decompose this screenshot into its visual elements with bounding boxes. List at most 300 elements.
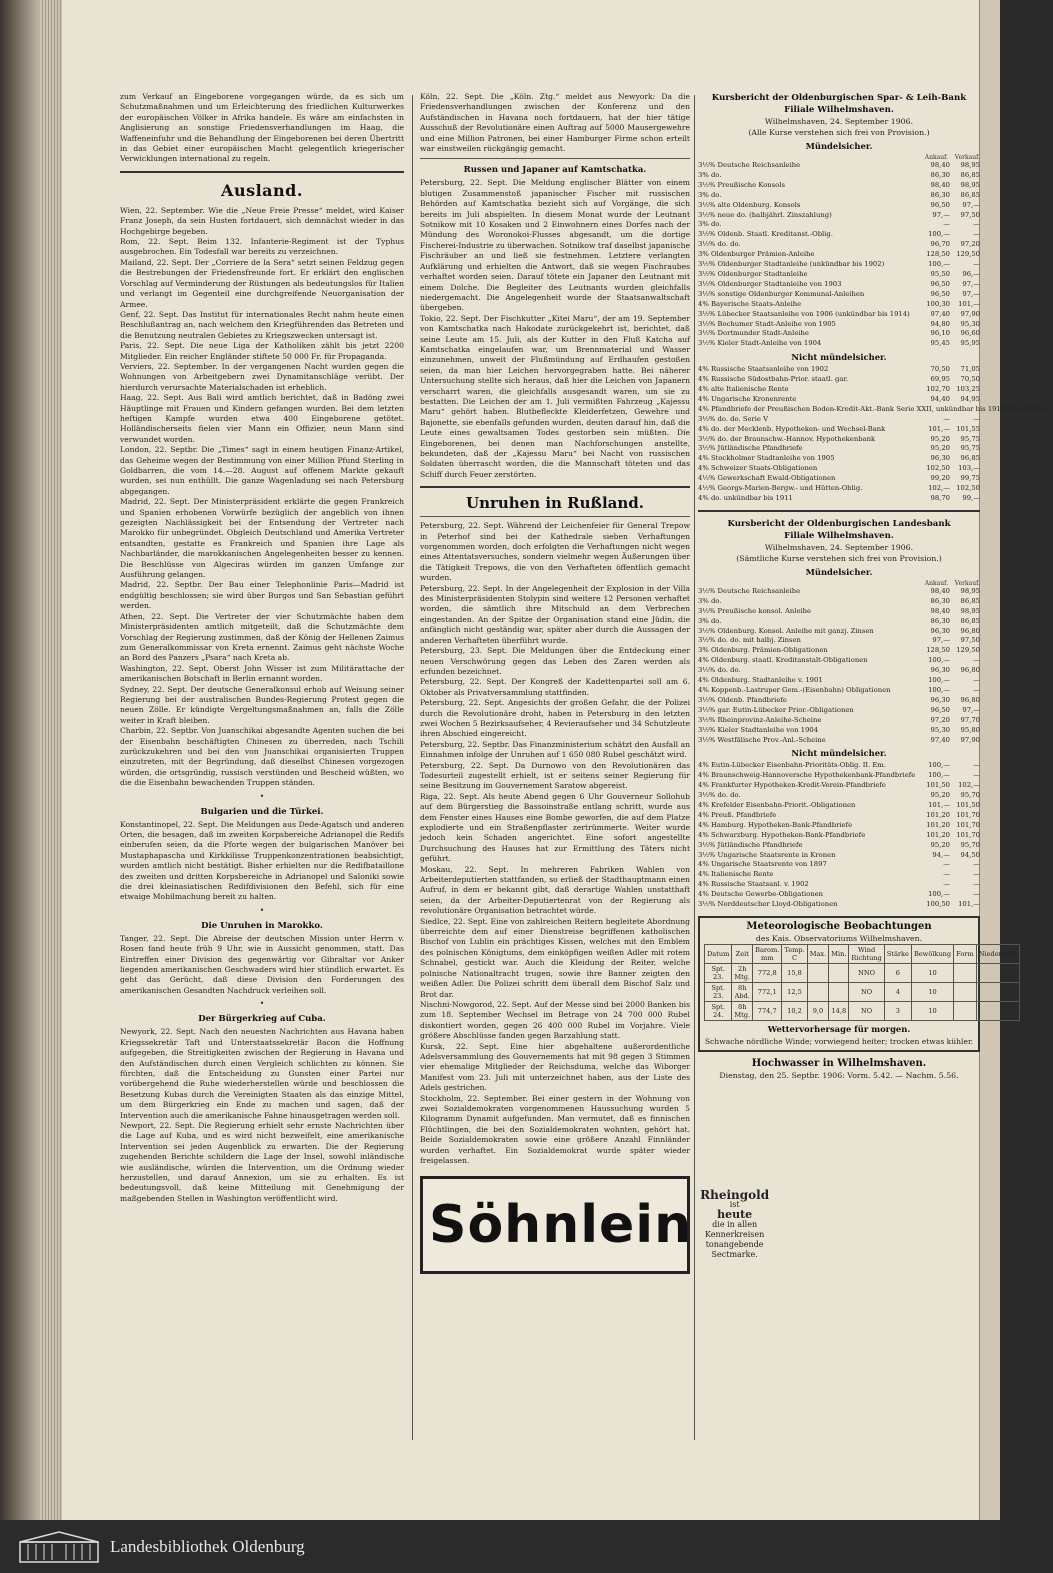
rate-value: 103,25 [956,385,980,394]
rate-name: 3½% Kieler Stadt-Anleihe von 1904 [698,339,822,348]
rate-name: 3½% Oldenburg. Konsol. Anleihe mit ganzj. Zinsen [698,626,874,635]
column-1 [120,92,404,1523]
rate-value: 96,80 [960,626,980,635]
weather-cell [954,1002,977,1021]
rate-row [698,435,980,445]
rate-row [698,339,980,349]
rate-value: 86,85 [960,616,980,625]
rate-row [698,230,980,240]
rate-value: — [973,870,980,879]
rate-value: 96,50 [930,279,950,288]
rate-value: 96,30 [930,695,950,704]
weather-cell [976,964,1020,983]
rate-value: 102,— [958,781,980,790]
rate-value: 96,50 [930,289,950,298]
rate-name: 3½% do. do. [698,791,741,800]
rate-row [698,290,980,300]
weather-cell: 10,2 [782,1002,807,1021]
rate-name: 4% Pfandbriefe der Preußischen Boden-Kredit-Akt.-Bank Serie XXII, unkündbar bis 1915 [698,404,1006,413]
rate-value: 95,45 [930,339,950,348]
paragraph: zum Verkauf an Eingeborene vorgegangen würde, da es sich um Schutzmaßnahmen und um Erleichterung des friedlichen Kulturwerkes der europäischen Völker in Afrika handele. Es wäre am einfachsten in Anglisierung an sonstige Friedensverhandlungen im Haag, die Waffeneinfuhr und die Behandlung der Eingeborenen bei deren Übertritt in das Gebiet einer europäischen Macht gelegentlich kriegerischer Verwicklungen international zu regeln. [120,92,404,164]
rate-value: — [973,685,980,694]
rate-name: 3% Oldenburger Prämien-Anleihe [698,250,815,259]
dot-separator: • [259,791,265,801]
rate-value: 101,20 [926,810,950,819]
rate-value: 100,— [928,260,950,269]
rate-name: 3% do. [698,170,722,179]
rate-value: — [973,220,980,229]
rate-name: 3½% Lübecker Staatsanleihe von 1906 (unkündbar bis 1914) [698,309,910,318]
rate-value: 98,40 [930,606,950,615]
rate-value: 95,50 [930,269,950,278]
rate-value: — [973,260,980,269]
weather-cell: 3 [884,1002,911,1021]
rate-value: 97,20 [960,240,980,249]
rate-value: — [943,220,950,229]
rate-name: 4% Russische Südostbahn-Prior. staatl. gar. [698,375,849,384]
rate-row [698,375,980,385]
dot-separator: • [259,999,265,1009]
rate-value: 98,70 [930,494,950,502]
paragraph: Newport, 22. Sept. Die Regierung erhielt sehr ernste Nachrichten über die Lage auf Kuba, und es wird nicht bezweifelt, eine amerikanische Intervention sei jeden Augenblick zu erwarten. Die der Regierung zugehenden Berichte schildern die Lage der Insel, sowohl inländische wie ausländische, würden die Intervention, um die Ordnung wieder herzustellen, und darauf Annexion, um sie zu erhalten. Es ist bedeutungsvoll, daß keine Mitteilung mit Genehmigung der maßgebenden Stellen in Washington veröffentlicht wird. [120,1120,404,1203]
weather-cell [807,964,829,983]
rate-value: — [973,771,980,780]
rate-value: 101,95 [1028,404,1053,413]
weather-cell: Spt. 23. [705,983,732,1002]
rate-name: 4% Bayerische Staats-Anleihe [698,299,802,308]
rate-name: 3½% neue do. (halbjährl. Zinszahlung) [698,210,832,219]
rate-row [698,686,980,696]
rate-name: 3½% do. der Braunschw.-Hannov. Hypothekenbank [698,434,876,443]
rate-value: 101,— [928,424,950,433]
rate-value: 96,80 [960,695,980,704]
rate-value: 97,40 [930,309,950,318]
rate-name: 3½% Oldenburger Stadtanleihe [698,269,808,278]
paragraph: Moskau, 22. Sept. In mehreren Fabriken Wahlen von Arbeiterdeputierten stattfanden, so erließ der Stadthauptmann einen Aufruf, in dem er bekannt gibt, daß derartige Wahlen unstatthaft seien, da der Arbeiter-Deputiertenrat von der Regierung als revolutionäre Organisation betrachtet würde. [420,864,690,916]
rate-value: 97,— [962,289,980,298]
weather-cell: Spt. 24. [705,1002,732,1021]
weather-cell: 774,7 [753,1002,782,1021]
rate-row [698,415,980,425]
rate-value: 86,85 [960,596,980,605]
rate-value: 101,— [928,801,950,810]
rate-name: 4% Russische Staatsanl. v. 1902 [698,880,809,889]
rate-value: 94,95 [960,394,980,403]
rate-row [698,900,980,910]
rate-value: — [973,414,980,423]
rate-value: 101,20 [926,830,950,839]
rate-name: 3½% Deutsche Reichsanleihe [698,586,801,595]
rate-row [698,781,980,791]
rate-value: 128,50 [926,250,950,259]
rate-row [698,851,980,861]
rate-value: — [973,860,980,869]
rate-name: 4% Russische Staatsanleihe von 1902 [698,365,829,374]
weather-header-cell: Form [954,945,977,964]
rate-value: 102,50 [926,464,950,473]
rate-row [698,841,980,851]
paragraph: Petersburg, 23. Sept. Die Meldungen über die Entdeckung einer neuen Verschwörung gegen das Leben des Zaren werden als erfunden bezeichnet. [420,646,690,676]
rate-row [698,240,980,250]
rate-name: 4% Oldenburg. staatl. Kreditanstalt-Obligationen [698,656,868,665]
kursbericht-title: Kursbericht der Oldenburgischen Spar- & Leih-Bank [711,93,967,103]
rate-value: 101,50 [926,781,950,790]
rate-value: 86,85 [960,190,980,199]
rate-name: 3½% Oldenb. Pfandbriefe [698,695,787,704]
section-heading-ausland: Ausland. [221,180,303,200]
weather-header-cell: Temp. C [782,945,807,964]
weather-cell: 14,8 [829,1002,849,1021]
rate-row [698,676,980,686]
weather-header-cell: Datum [705,945,732,964]
section-divider [420,158,690,159]
rate-value: 97,— [932,210,950,219]
weather-table [704,944,1020,1021]
rate-row [698,771,980,781]
rate-name: 3½% sonstige Oldenburger Kommunal-Anleihen [698,289,865,298]
weather-cell: 10 [911,983,953,1002]
rate-value: 98,95 [960,161,980,169]
rate-value: — [943,880,950,889]
rate-row [698,201,980,211]
rate-row [698,395,980,405]
paragraph: Paris, 22. Sept. Die neue Liga der Katholiken zählt bis jetzt 2200 Mitglieder. Ein reicher Engländer stiftete 50 000 Fr. für Propaganda. [120,341,404,361]
rate-value: 86,85 [960,170,980,179]
rate-value: 98,40 [930,180,950,189]
paragraph: Köln, 22. Sept. Die „Köln. Ztg.“ meldet aus Newyork: Da die Friedensverhandlungen zwischen der Konferenz und den Aufständischen in Havana noch fortdauern, hat der hier tätige Ausschuß der Revolutionäre einen Auftrag auf 5000 Mausergewehre und eine Million Patronen, bei einer Hamburger Firme schon erteilt war einstweilen rückgängig gemacht. [420,92,690,154]
rate-value: 102,50 [956,484,980,493]
paragraph: Wien, 22. September. Wie die „Neue Freie Presse“ meldet, wird Kaiser Franz Joseph, da sein Husten fortdauert, sich demnächst wieder in das Hochgebirge begeben. [120,205,404,236]
rate-name: 3½% Oldenburger Stadtanleihe (unkündbar bis 1902) [698,260,885,269]
rate-list [698,161,980,349]
weather-cell: 8h Abd. [732,983,753,1002]
rate-row [698,646,980,656]
rate-value: 96,70 [930,240,950,249]
paragraph: Mailand, 22. Sept. Der „Corriere de la Sera“ setzt seinen Feldzug gegen die Bestrebungen der Friedensfreunde fort. Er erklärt den englischen Vorschlag auf Verminderung der Rüstungen als bedeutungslos für Italien und verlangt im Gegenteil eine durchgreifende Neuorganisation der Armee. [120,257,404,309]
rate-value: 129,50 [956,250,980,259]
weather-cell [954,983,977,1002]
paragraph: Newyork, 22. Sept. Nach den neuesten Nachrichten aus Havana haben Kriegssekretär Taft und Unterstaatssekretär Bacon die Hoffnung aufgegeben, die Streitigkeiten zwischen der Regierung in Havana und den Aufständischen durch einen Vergleich schlichten zu können. Sie fürchten, daß die Entscheidung zu Gunsten einer Partei nur vorübergehend die Ruhe wiederherstellen würde und beschlossen die Besetzung Kubas durch die Vereinigten Staaten als das einzige Mittel, um dem Bürgerkrieg ein Ende zu machen und sagen, daß der Intervention auch die amerikanische Fahne hinausgetragen werden soll. [120,1027,404,1120]
paragraph: London, 22. Septbr. Die „Times“ sagt in einem heutigen Finanz-Artikel, das Geheime wegen der Bestimmung von einer Million Pfund Sterling in Goldbarren, die vom 14.—28. August auf offenem Markte gekauft wurden, sei nun enthüllt. Die ganze Wagenladung sei nach Petersburg abgegangen. [120,445,404,496]
rate-row [698,181,980,191]
rate-value: 100,— [928,676,950,685]
paragraph: Tokio, 22. Sept. Der Fischkutter „Kitei Maru“, der am 19. September von Kamtschatka nach Hakodate zurückgekehrt ist, berichtet, daß seine Leute am 15. Juli, als der Kutter in den Fluß Katcha auf Kamtschatka eingelaufen war, um Brennmaterial und Wasser einzunehmen, unweit der Flußmündung auf Erdhaufen gestoßen seien, da man hier Leichen hervorgegraben hatte. Bei näherer Untersuchung stellte sich heraus, daß hier die Leichen von Japanern verscharrt waren, die gleichfalls ausgesandt waren, um sie zu bestatten. Die Leichen der am 1. Juli vermißten Fahrzeug „Kajessu Maru“ gehört haben. Blutbefleckte Kleiderfetzen, Gewehre und Bajonette, sie ebenfalls gefunden wurden, deuten darauf hin, daß die Leute eines gewaltsamen Todes gestorben sein müßten. Die Eingeborenen, bei denen man Nachforschungen anstellte, bekundeten, daß der „Kajessu Maru“ bei Nacht von russischen Soldaten überrascht worden, die die Mannschaft töteten und das Schiff durch Feuer zerstörten. [420,313,690,479]
rate-row [698,220,980,230]
weather-row [705,983,1020,1002]
rate-value: 86,30 [930,190,950,199]
rate-row [698,260,980,270]
section-divider [420,486,690,488]
rate-value: 96,30 [930,454,950,463]
rate-row [698,310,980,320]
rate-value: 97,— [962,200,980,209]
rate-value: 100,— [928,656,950,665]
rate-value: 96,50 [930,705,950,714]
paragraph: Petersburg, 22. Sept. Während der Leichenfeier für General Trepow in Peterhof sind bei der Kathedrale sieben Verhaftungen vorgenommen worden, doch erfolgten die Verhaftungen nicht wegen eines Attentatsversuches, sondern vielmehr wegen Äußerungen über die Tätigkeit Trepows, die von den Verhafteten öffentlich gemacht wurden. [420,521,690,583]
rate-value: 69,95 [930,375,950,384]
weather-cell: 12,5 [782,983,807,1002]
heading-marokko: Die Unruhen in Marokko. [201,920,323,931]
rate-list [698,761,980,910]
rate-name: 4% Stockholmer Stadtanleihe von 1905 [698,454,835,463]
rate-value: 99,20 [930,474,950,483]
section-divider [420,516,690,517]
ad-brand-name: Söhnlein [429,1195,693,1256]
paragraph: Stockholm, 22. September. Bei einer gestern in der Wohnung von zwei Sozialdemokraten vorgenommenen Haussuchung wurden 5 Kilogramm Dynamit aufgefunden. Man vermutet, daß es finnischen Flüchtlingen, die bei den Sozialdemokraten wohnten, gehört hat. Beide Sozialdemokraten sowie eine größere Anzahl Finnländer wurden verhaftet. Ein Sozialdemokrat wurde später wieder freigelassen. [420,1093,690,1165]
rate-value: — [943,414,950,423]
rate-row [698,627,980,637]
weather-cell: NNO [849,964,884,983]
section-muendelsicher: Mündelsicher. [805,141,873,151]
rate-value: 70,50 [960,375,980,384]
rate-name: 3½% do. do. [698,666,741,675]
weather-cell [829,964,849,983]
weather-cell: 8h Mtg. [732,1002,753,1021]
rate-name: 3% do. [698,190,722,199]
paragraph: Konstantinopel, 22. Sept. Die Meldungen aus Dede-Agatsch und anderen Orten, die besagen, daß im zweiten Korpsbereiche Adrianopel die Redifs einberufen seien, da die Pforte wegen der bulgarischen Manöver bei Mustaphapascha und Kirkkilisse Truppenkonzentrationen beabsichtigt, wurden amtlich nicht bestätigt. Bisher erhielten nur die Redifbataillone des zweiten und dritten Korpsbereiche in Adrianopel und Saloniki sowie die drei kleinasiatischen Redifdivisionen den Befehl, sich für eine etwaige Mobilmachung bereit zu halten. [120,819,404,902]
paragraph: Petersburg, 22. Sept. Der Kongreß der Kadettenpartei soll am 6. Oktober als Privatversammlung stattfinden. [420,677,690,697]
rate-value: 95,75 [960,444,980,453]
rate-row [698,801,980,811]
paragraph: Athen, 22. Sept. Die Vertreter der vier Schutzmächte haben dem Ministerpräsidenten amtlich mitgeteilt, daß die Schutzmächte dem Vorschlag der Regierung zustimmen, daß der König der Hellenen Zaimus zum Generalkommissar von Kreta ernennt. Zaimus geht nächste Woche an Bord des Panzers „Psara“ nach Kreta ab. [120,611,404,663]
rate-value: 102,— [928,484,950,493]
weather-header-cell: Niederschl. [976,945,1020,964]
page-edge-right [979,0,1000,1520]
paragraph: Petersburg, 22. Sept. In der Angelegenheit der Explosion in der Villa des Ministerpräsidenten Stolypin sind weitere 12 Personen verhaftet worden, die sämtlich ihre Mitschuld an dem Verbrechen eingestanden. An der Spitze der Organisation stand eine Jüdin, die anfänglich nicht geständig war, später aber durch die Aussagen der anderen Verhafteten überführt wurde. [420,583,690,645]
rate-row [698,404,1053,415]
rate-value: 96,85 [960,454,980,463]
rate-row [698,666,980,676]
rate-row [698,250,980,260]
rate-value: 98,40 [930,161,950,169]
rate-name: 4% Braunschweig-Hannoversche Hypothekenbank-Pfandbriefe [698,771,916,780]
rate-value: 71,05 [960,365,980,374]
rate-row [698,454,980,464]
rate-value: 96,30 [930,626,950,635]
rate-name: 3% do. [698,220,722,229]
weather-row [705,1002,1020,1021]
column-rule-1 [412,95,413,1440]
rate-value: 95,20 [930,791,950,800]
rate-row [698,587,980,597]
section-nicht-muendelsicher: Nicht mündelsicher. [791,748,887,759]
rate-name: 4½% Gewerkschaft Ewald-Obligationen [698,474,836,483]
kursbericht-filiale: Filiale Wilhelmshaven. [784,530,894,541]
rate-name: 4% Hamburg. Hypotheken-Bank-Pfandbriefe [698,820,853,829]
rate-name: 3½% Oldenburger Stadtanleihe von 1903 [698,279,842,288]
rate-value: 97,90 [960,735,980,744]
rate-value: 101,50 [956,801,980,810]
rate-row [698,607,980,617]
rate-row [698,425,980,435]
rate-name: 3½% do. do. mit halbj. Zinsen [698,636,801,645]
rate-value: 100,— [928,890,950,899]
rate-name: 3½% Norddeutscher Lloyd-Obligationen [698,900,838,909]
rate-value: 101,— [958,900,980,909]
rate-value: — [973,880,980,889]
rate-value: 101,— [958,299,980,308]
rate-name: 4% Preuß. Pfandbriefe [698,810,777,819]
weather-cell: 2h Mtg. [732,964,753,983]
weather-header-cell: Zeit [732,945,753,964]
weather-cell: 15,8 [782,964,807,983]
rate-row [698,736,980,746]
rate-row [698,811,980,821]
rate-value: — [973,890,980,899]
rate-value: 95,80 [960,725,980,734]
rate-name: 3½% Oldenb. Staatl. Kreditanst.-Oblig. [698,230,833,239]
weather-header-cell: Wind Richtung [849,945,884,964]
rate-value: 100,— [928,771,950,780]
rate-value: 97,50 [960,210,980,219]
forecast-text: Schwache nördliche Winde; vorwiegend heiter; trocken etwas kühler. [704,1037,974,1046]
paragraph: Petersburg, 22. Sept. Da Durnowo von den Revolutionären das Todesurteil zugestellt erhielt, ist er seitens seiner Regierung für seine Besitzung im Gouvernement Saratow abgereist. [420,760,690,791]
rate-row [698,870,980,880]
rate-value: 94,— [932,850,950,859]
weather-cell: 4 [884,983,911,1002]
rate-value: 98,95 [960,586,980,595]
rate-name: 4% Italienische Rente [698,870,774,879]
weather-cell [807,983,829,1002]
paragraph: Rom, 22. Sept. Beim 132. Infanterie-Regiment ist der Typhus ausgebrochen. Ein Todesfall war bereits zu verzeichnen. [120,237,404,257]
paragraph: Kursk, 22. Sept. Eine hier abgehaltene außerordentliche Adelsversammlung des Gouvernements hat mit 98 gegen 3 Stimmen vier ehemalige Mitglieder der Reichsduma, welche das Wiborger Manifest vom 23. Juli mit unterzeichnet haben, aus der Liste des Adels gestrichen. [420,1041,690,1093]
section-heading-unruhen-russland: Unruhen in Rußland. [465,494,644,513]
library-building-icon [18,1530,100,1564]
paragraph: Sydney, 22. Sept. Der deutsche Generalkonsul erhob auf Weisung seiner Regierung bei der australischen Bundes-Regierung Protest gegen die neuen Zölle. Er kündigte Vergeltungsmaßnahmen an, falls die Zölle weiter in Kraft bleiben. [120,684,404,725]
rate-value: 97,70 [960,715,980,724]
rate-row [698,716,980,726]
rate-row [698,161,980,171]
weather-cell: NO [849,1002,884,1021]
rate-name: 3½% Preußische Konsols [698,180,785,189]
weather-box [698,916,1018,1052]
rate-row [698,385,980,395]
weather-cell: 10 [911,1002,953,1021]
weather-header-cell: Bewölkung [911,945,953,964]
ad-heute: heute [717,1208,753,1222]
rate-value: 97,90 [960,309,980,318]
rate-value: 96,10 [930,329,950,338]
weather-cell: 772,8 [753,964,782,983]
weather-subtitle: des Kais. Observatoriums Wilhelmshaven. [755,934,923,943]
paragraph: Petersburg, 22. Sept. Angesichts der großen Gefahr, die der Polizei durch die Revolutionäre droht, haben in Petersburg in den letzten zwei Wochen 5 Bezirksaufseher, 4 Revieraufseher und 34 Schutzleute ihren Abschied eingereicht. [420,698,690,739]
rate-value: 99,— [962,494,980,502]
rate-value: — [943,870,950,879]
dot-separator: • [259,905,265,915]
rate-name: 3½% gar. Eutin-Lübecker Prior.-Obligationen [698,705,854,714]
rate-row [698,191,980,201]
forecast-heading: Wettervorhersage für morgen. [767,1024,911,1034]
rate-value: 96,80 [960,666,980,675]
rate-value: — [943,860,950,869]
ad-product: Rheingold [700,1188,770,1203]
rate-row [698,890,980,900]
rate-list [698,365,1053,504]
rate-name: 4% alte Italienische Rente [698,385,789,394]
rate-name: 4% Frankfurter Hypotheken-Kredit-Verein-Pfandbriefe [698,781,886,790]
rate-value: 100,30 [926,299,950,308]
rate-name: 4% Krefelder Eisenbahn-Priorit.-Obligationen [698,801,856,810]
rate-value: 98,95 [960,180,980,189]
paragraph: Genf, 22. Sept. Das Institut für internationales Recht nahm heute einen Beschlußantrag an, nach welchem den Kriegführenden das Betreten und die Benutzung neutralen Gebietes zu Kriegszwecken untersagt ist. [120,309,404,340]
rate-value: 95,75 [960,434,980,443]
weather-cell: 6 [884,964,911,983]
rate-value: 95,20 [930,434,950,443]
rate-value: 95,70 [960,840,980,849]
rate-value: 97,— [962,279,980,288]
weather-cell: 772,1 [753,983,782,1002]
paragraph: Siedlce, 22. Sept. Eine von zahlreichen Reitern begleitete Abordnung überreichte dem auf einer Dienstreise begriffenen katholischen Bischof von Lublin ein prächtiges Kissen, welches mit den Emblem des polnischen Königtums, dem einköpfigen weißen Adler mit rotem Schnabel, gestickt war. Auch die Kleidung der Reiter, welche polnische Nationaltracht trugen, sowie ihre Banner zeigten den weißen Adler. Die Polizei schritt dem überall dem Bischof Salz und Brot dar. [420,916,690,999]
rate-name: 3½% Westfälische Prov.-Anl.-Scheine [698,735,826,744]
rate-name: 4% Schweizer Staats-Obligationen [698,464,818,473]
rate-value: 86,30 [930,616,950,625]
rate-value: 100,50 [926,900,950,909]
rate-name: 4½% Georgs-Marien-Bergw.- und Hütten-Oblig. [698,484,863,493]
library-name: Landesbibliothek Oldenburg [110,1536,305,1556]
rate-value: 94,50 [960,850,980,859]
rate-header: Ankauf. Verkauf. [924,154,980,161]
rate-name: 3% do. [698,616,722,625]
rate-row [698,597,980,607]
rate-row [698,365,980,375]
weather-row [705,964,1020,983]
rate-value: 97,50 [960,636,980,645]
rate-value: 100,— [928,761,950,770]
heading-cuba: Der Bürgerkrieg auf Cuba. [198,1014,326,1025]
section-divider [698,510,980,512]
rate-value: 70,50 [930,365,950,374]
rate-value: 100,— [928,685,950,694]
rate-value: 97,— [932,636,950,645]
library-footer [0,1520,1000,1573]
weather-cell: 10 [911,964,953,983]
rate-name: 4% do. der Mecklenb. Hypotheken- und Wechsel-Bank [698,424,886,433]
section-muendelsicher: Mündelsicher. [805,566,873,577]
advertisement-soehnlein [420,1176,770,1274]
rate-name: 3½% Jütländische Pfandbriefe [698,840,803,849]
rate-value: 101,70 [956,820,980,829]
paragraph: Tanger, 22. Sept. Die Abreise der deutschen Mission unter Herrn v. Rosen fand heute früh 9 Uhr, wie in Aussicht genommen, statt. Das Eintreffen einer Division des gegenwärtig vor Gibraltar vor Anker liegenden amerikanischen Geschwaders wird hier stündlich erwartet. Es geht das Gerücht, daß diese Division den Forderungen des amerikanischen Gesandten Nachdruck verleihen soll. [120,933,404,995]
weather-header-cell: Max. [807,945,829,964]
weather-cell [976,983,1020,1002]
rate-value: 95,95 [960,339,980,348]
rate-row [698,656,980,666]
column-3 [698,92,1053,1523]
rate-value: 101,70 [956,830,980,839]
rate-value: — [973,761,980,770]
rate-value: 100,— [928,230,950,239]
rate-value: — [973,656,980,665]
heading-bulgarien: Bulgarien und die Türkei. [200,806,324,817]
rate-value: 102,70 [926,385,950,394]
ad-line: die in allen Kennerkreisen tonangebende Sectmarke. [704,1220,765,1260]
rate-row [698,821,980,831]
rate-row [698,474,980,484]
rate-value: 94,80 [930,319,950,328]
rate-name: 3½% alte Oldenburg. Konsols [698,200,801,209]
rate-value: 96,60 [960,329,980,338]
rate-row [698,211,980,221]
rate-row [698,860,980,870]
rate-value: 97,40 [930,735,950,744]
rate-name: 3½% do. do. Serie V [698,414,769,423]
rate-value: 86,30 [930,596,950,605]
rate-row [698,300,980,310]
weather-header-cell: Stärke [884,945,911,964]
weather-header-cell: Barom. mm [753,945,782,964]
rate-name: 3½% Kieler Stadtanleihe von 1904 [698,725,819,734]
rate-value: 86,30 [930,170,950,179]
